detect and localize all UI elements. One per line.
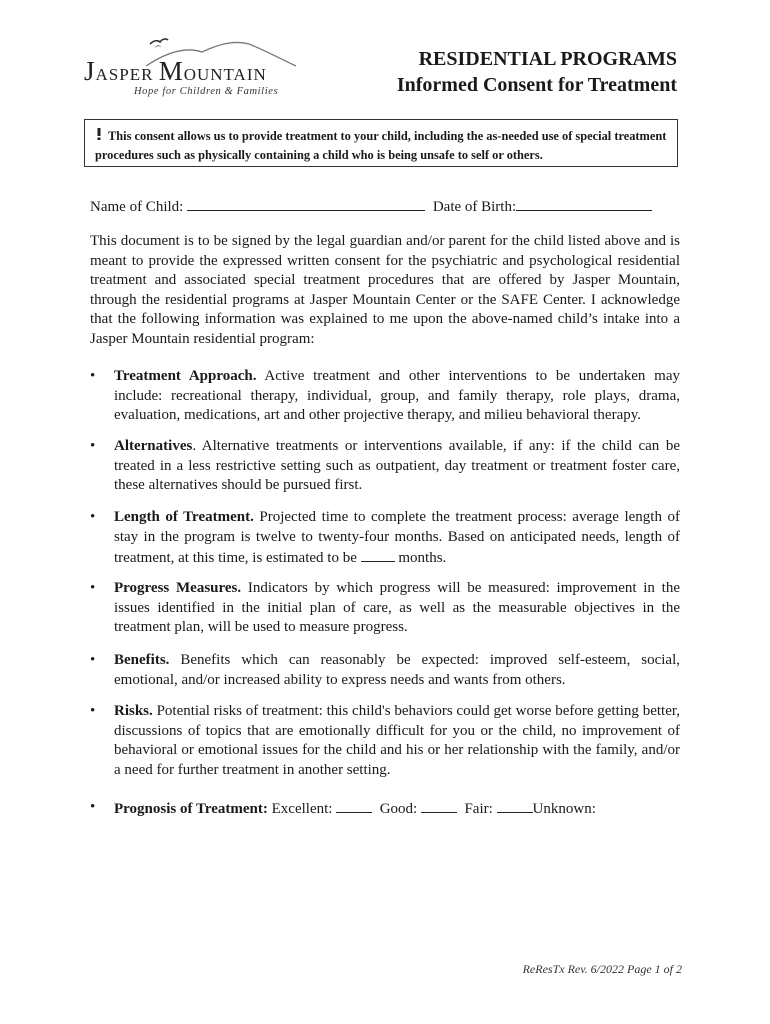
list-item-benefits: • Benefits. Benefits which can reasonably be expected: improved self-esteem, social, emotional, and/or increased ability to express needs and wants from others. (90, 652, 680, 688)
list-item-progress-measures: • Progress Measures. Indicators by which progress will be measured: improvement in the issues identified in the initial plan of care, as well as the measurable objectives in the treatment plan, will be used to measure progress. (90, 580, 680, 636)
list-item-alternatives: • Alternatives. Alternative treatments or interventions available, if any: if the child can be treated in a less restrictive setting such as outpatient, day treatment or treatment foster care, these alternatives should be pursued first. (90, 438, 680, 494)
logo-tagline: Hope for Children & Families (134, 86, 279, 97)
list-item-prognosis: • Prognosis of Treatment: Excellent: Good: Fair: Unknown: (90, 799, 596, 817)
list-item-length-of-treatment: • Length of Treatment. Projected time to complete the treatment process: average length of stay in the program is twelve to twenty-four months. Based on anticipated needs, length of treatment, at this time, is estimated to be months. (90, 509, 680, 567)
jasper-mountain-logo (84, 36, 304, 106)
child-info-fields (90, 196, 652, 216)
document-title: RESIDENTIAL PROGRAMS (418, 48, 677, 70)
dob-field[interactable] (516, 196, 652, 211)
exclamation-icon (95, 127, 105, 146)
prognosis-fair-field[interactable] (497, 798, 533, 813)
list-item-treatment-approach: • Treatment Approach. Active treatment and other interventions to be undertaken may include: recreational therapy, individual, group, and family therapy, role plays, drama, evaluation, medications, art and other projective therapy, and milieu behavioral therapy. (90, 368, 680, 424)
child-name-label: Name of Child: (90, 199, 184, 215)
prognosis-good-field[interactable] (421, 798, 457, 813)
months-estimate-field[interactable] (361, 547, 395, 562)
intro-paragraph: This document is to be signed by the legal guardian and/or parent for the child listed above and is meant to provide the expressed written consent for the psychiatric and psychological residential treatment and associated special treatment procedures that are offered by Jasper Mountain, through the residential programs at Jasper Mountain Center or the SAFE Center. I acknowledge that the following information was explained to me upon the above-named child’s intake into a Jasper Mountain residential program: (90, 233, 680, 347)
document-subtitle: Informed Consent for Treatment (396, 74, 677, 96)
list-item-risks: • Risks. Potential risks of treatment: this child's behaviors could get worse before getting better, discussions of topics that are emotionally difficult for you or the child, no improvement of behavioral or emotional issues for the child and his or her relationship with the family, and/or a need for further treatment in another setting. (90, 703, 680, 778)
page-footer: ReResTx Rev. 6/2022 Page 1 of 2 (522, 962, 682, 976)
consent-notice-box (84, 119, 678, 167)
logo-wordmark: JASPER MOUNTAIN (84, 56, 267, 86)
child-name-field[interactable] (187, 196, 425, 211)
prognosis-excellent-field[interactable] (336, 798, 372, 813)
dob-label: Date of Birth: (432, 199, 517, 215)
notice-text: This consent allows us to provide treatment to your child, including the as-needed use of special treatment procedures such as physically containing a child who is being unsafe to self or others. (95, 129, 667, 162)
